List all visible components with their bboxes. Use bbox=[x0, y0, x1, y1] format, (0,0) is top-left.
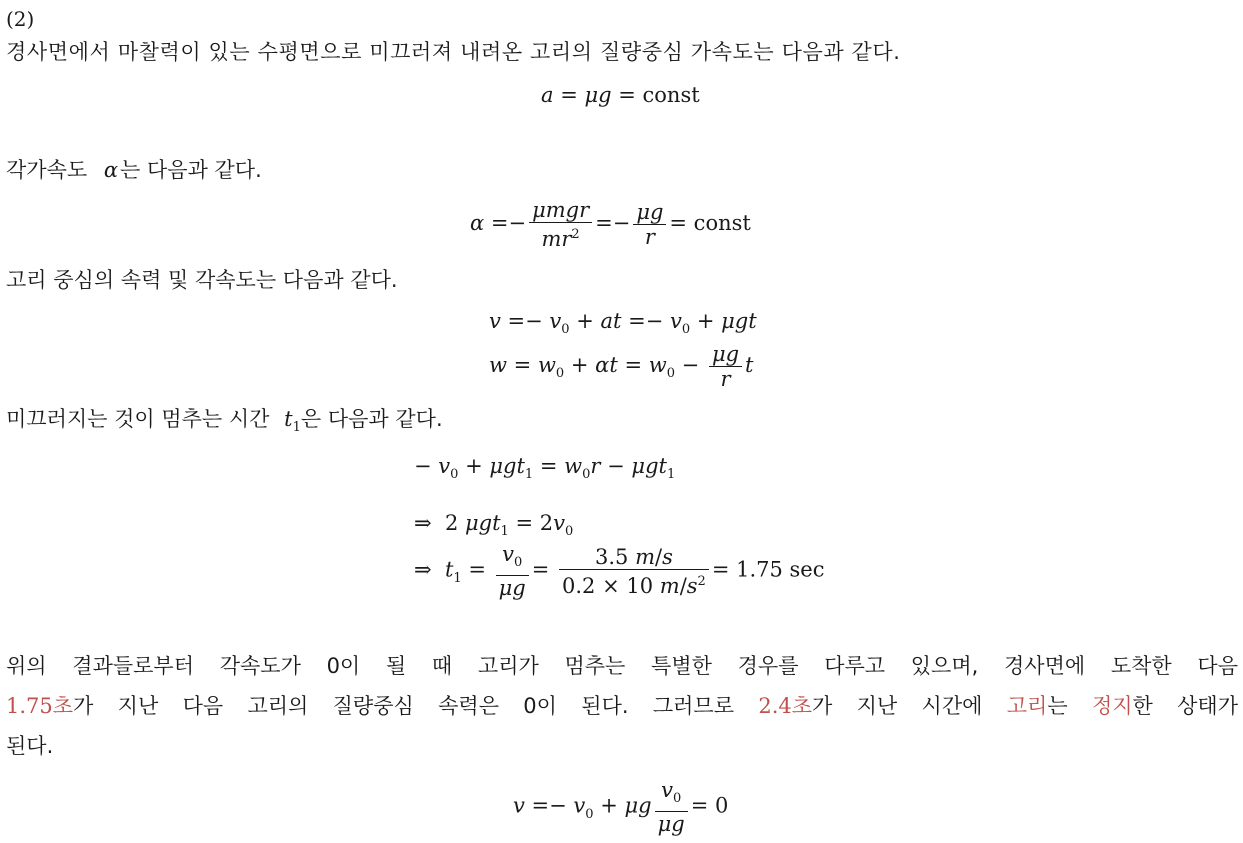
fraction: $\frac{3.5 m/s}{0.2 \times 10 m/s^2}$ bbox=[559, 545, 709, 598]
text-suffix: 은 다음과 같다. bbox=[300, 407, 443, 431]
paragraph-angular-acceleration bbox=[6, 157, 262, 183]
equation-velocity: $v =- v_0$ + at =− $v_0 + \mu gt$ bbox=[489, 309, 757, 338]
t-subscript: 1 bbox=[292, 420, 301, 436]
conclusion-line-2 bbox=[6, 686, 1238, 726]
t-symbol: t bbox=[284, 407, 293, 431]
paragraph-conclusion bbox=[6, 646, 1238, 766]
highlight-time-1: 1.75초 bbox=[6, 694, 74, 718]
equation-final-velocity: $v =- v_0 + \mu g$ $\frac{v_0}{\mu g}$ = 0 bbox=[513, 778, 729, 837]
fraction: $\frac{\mu g}{r}$ bbox=[633, 200, 666, 249]
text-span: 가 지난 다음 고리의 질량중심 속력은 0이 된다. 그러므로 bbox=[73, 694, 759, 718]
highlight-time-2: 2.4초 bbox=[758, 694, 813, 718]
conclusion-line-3: 된다. bbox=[6, 734, 54, 758]
equation-angular-acceleration: α =− $\frac{\text{μmgr}}{mr^2}$ =− $\frac{\mu g}{r}$ = const bbox=[470, 198, 751, 251]
equation-stop-time: ⇒ $t_1$ = $\frac{v_0}{\mu g}$ = $\frac{3.5 m/s}{0.2 \times 10 m/s^2}$ = 1.75 sec bbox=[414, 542, 825, 601]
fraction: $\frac{v_0}{\mu g}$ bbox=[655, 778, 688, 836]
equation-stop-condition: − $v_0 + \mu gt_1 = w_0r - \mu gt_1$ bbox=[414, 454, 676, 483]
part-label: (2) bbox=[6, 7, 35, 31]
text-prefix: 각가속도 bbox=[6, 158, 88, 182]
text-suffix: 는 다음과 같다. bbox=[120, 158, 262, 182]
equation-linear-acceleration: a = μg = const bbox=[541, 83, 700, 107]
fraction: $\frac{\mu g}{r}$ bbox=[709, 342, 742, 391]
paragraph-stop-time bbox=[6, 406, 443, 441]
text-span: 가 지난 시간에 bbox=[812, 694, 1007, 718]
alpha-symbol: α bbox=[103, 158, 119, 182]
conclusion-line-1: 위의 결과들로부터 각속도가 0이 될 때 고리가 멈추는 특별한 경우를 다루고 있으며, 경사면에 도착한 다음 bbox=[6, 654, 1238, 678]
fraction: $\frac{v_0}{\mu g}$ bbox=[496, 542, 529, 600]
paragraph-velocity: 고리 중심의 속력 및 각속도는 다음과 같다. bbox=[6, 268, 398, 292]
paragraph-acceleration: 경사면에서 마찰력이 있는 수평면으로 미끄러져 내려온 고리의 질량중심 가속도는 다음과 같다. bbox=[6, 40, 901, 64]
text-span: 는 bbox=[1047, 694, 1092, 718]
text-span: 한 상태가 bbox=[1132, 694, 1239, 718]
equation-step-two: ⇒ 2 $\mu gt_1 = 2v_0$ bbox=[414, 511, 574, 540]
fraction: $\frac{\text{μmgr}}{mr^2}$ bbox=[529, 198, 592, 251]
equation-angular-velocity: $w = w_0 + \alpha t = w_0$ − $\frac{\mu g}{r}$ t bbox=[489, 342, 754, 391]
highlight-stop: 정지 bbox=[1091, 694, 1133, 718]
text-prefix: 미끄러지는 것이 멈추는 시간 bbox=[6, 407, 270, 431]
highlight-ring: 고리 bbox=[1006, 694, 1048, 718]
